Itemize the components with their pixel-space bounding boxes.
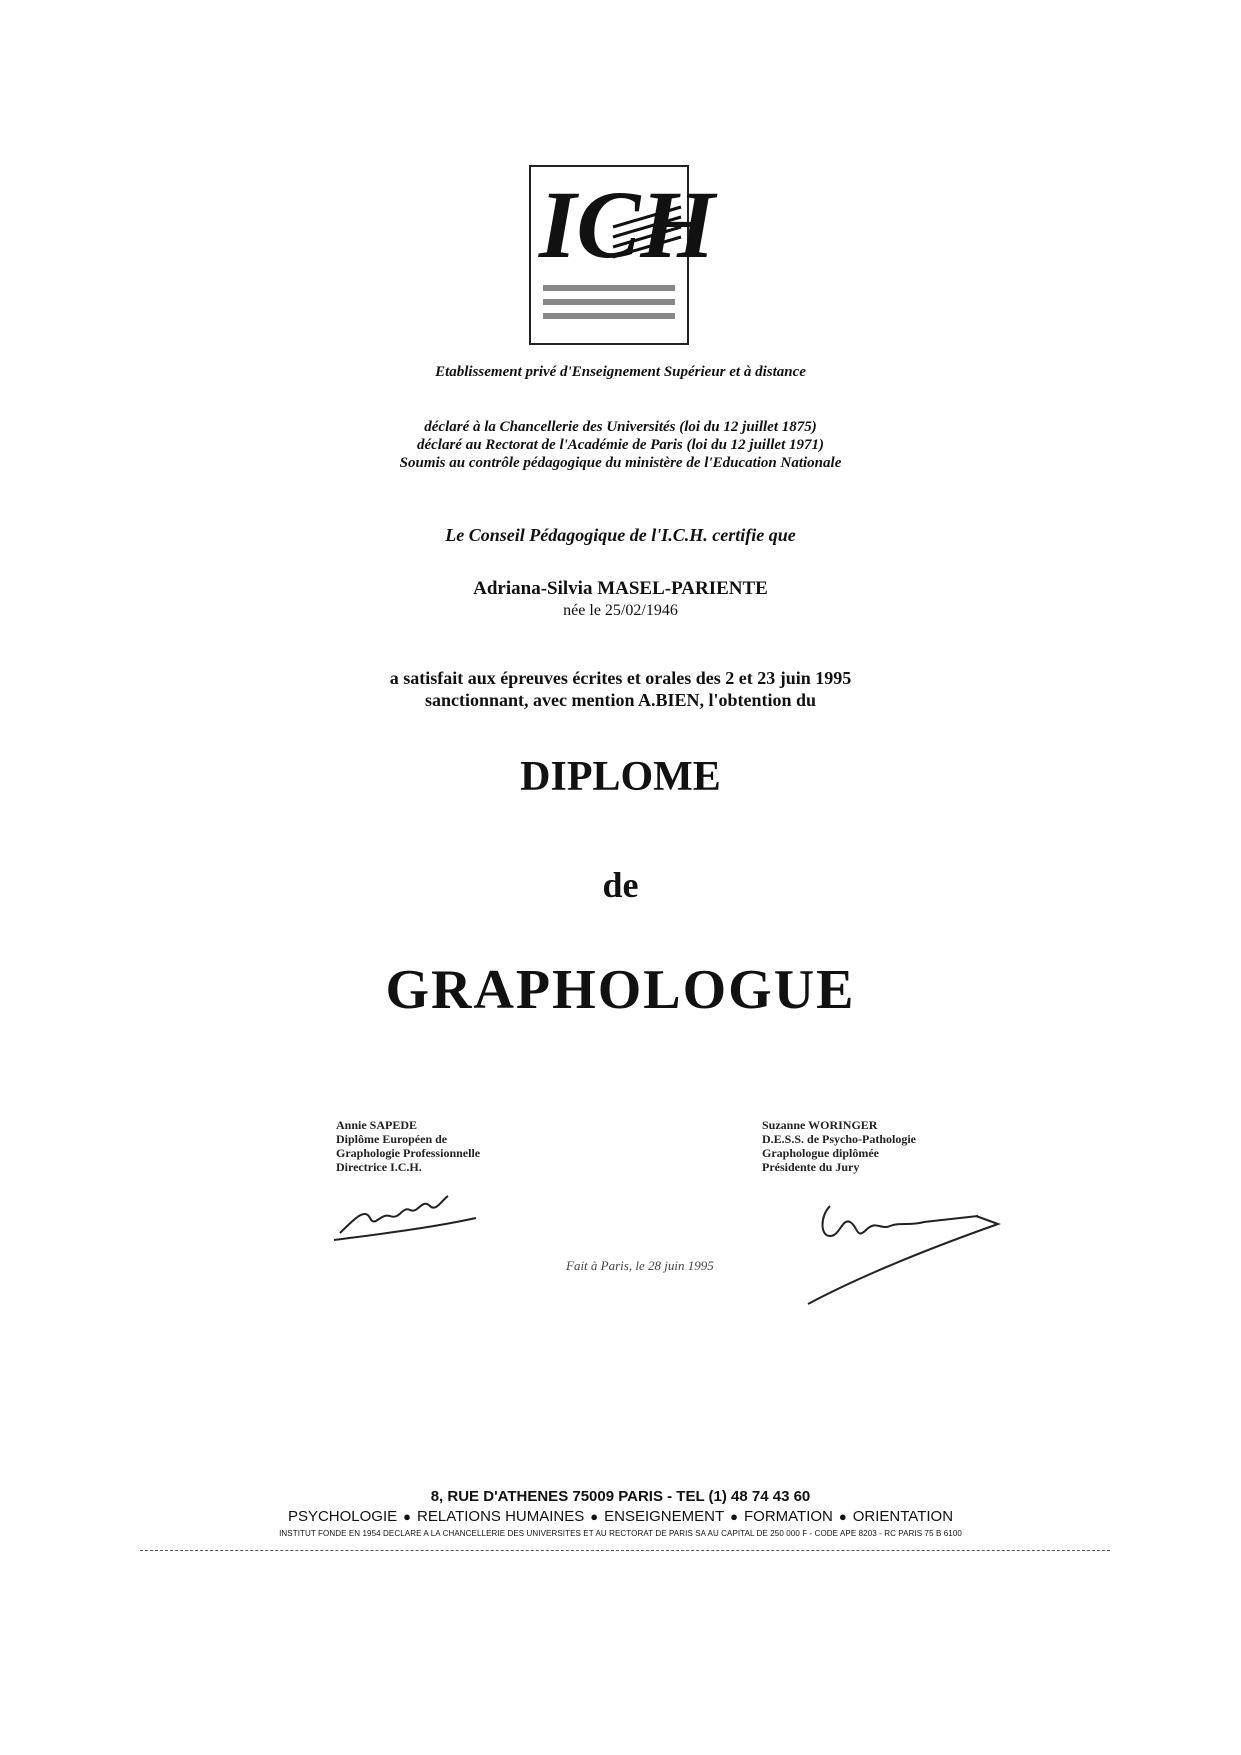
establishment-line: Etablissement privé d'Enseignement Supérieur et à distance xyxy=(435,364,806,380)
exam-statement-line: sanctionnant, avec mention A.BIEN, l'obtention du xyxy=(424,690,817,710)
signatory-line: Directrice I.C.H. xyxy=(336,1160,422,1174)
discipline: RELATIONS HUMAINES xyxy=(417,1508,585,1525)
left-handwritten-signature xyxy=(330,1188,480,1248)
declaration-line: déclaré à la Chancellerie des Universités (loi du 12 juillet 1875) xyxy=(424,419,817,435)
signatory-line: Suzanne WORINGER xyxy=(762,1118,878,1132)
signatory-line: Annie SAPEDE xyxy=(336,1118,418,1132)
signatory-line: Graphologie Professionnelle xyxy=(336,1146,481,1160)
signatory-line: D.E.S.S. de Psycho-Pathologie xyxy=(762,1132,917,1146)
declarations xyxy=(0,418,1241,472)
signatory-right xyxy=(762,1118,916,1174)
bullet-icon: ● xyxy=(730,1509,738,1524)
signatory-line: Diplôme Européen de xyxy=(336,1132,448,1146)
footer-address: 8, RUE D'ATHENES 75009 PARIS - TEL (1) 48 74 43 60 xyxy=(430,1488,811,1505)
diploma-title-line2: de xyxy=(602,865,639,905)
certification-statement: Le Conseil Pédagogique de l'I.C.H. certifie que xyxy=(445,525,796,545)
declaration-line: déclaré au Rectorat de l'Académie de Paris (loi du 12 juillet 1971) xyxy=(416,437,825,453)
logo-text: ICH xyxy=(539,171,716,278)
recipient-birthdate: née le 25/02/1946 xyxy=(563,602,678,619)
footer-divider xyxy=(140,1550,1110,1551)
exam-statement xyxy=(0,667,1241,711)
discipline: PSYCHOLOGIE xyxy=(287,1508,398,1525)
signatory-line: Graphologue diplômée xyxy=(762,1146,880,1160)
diploma-title-line1: DIPLOME xyxy=(520,754,721,800)
signatory-left xyxy=(336,1118,480,1174)
recipient-name: Adriana-Silvia MASEL-PARIENTE xyxy=(473,578,768,599)
ich-logo xyxy=(529,165,716,345)
signatory-line: Présidente du Jury xyxy=(762,1160,860,1174)
diploma-title-line3: GRAPHOLOGUE xyxy=(385,959,856,1021)
discipline: ORIENTATION xyxy=(852,1508,954,1525)
bullet-icon: ● xyxy=(403,1509,412,1524)
bullet-icon: ● xyxy=(590,1509,599,1524)
place-and-date: Fait à Paris, le 28 juin 1995 xyxy=(566,1258,714,1273)
discipline: FORMATION xyxy=(744,1508,833,1525)
footer-legal: INSTITUT FONDE EN 1954 DECLARE A LA CHANCELLERIE DES UNIVERSITES ET AU RECTORAT DE PARIS SA AU CAPITAL DE 250 000 F - CODE APE 8203 - RC PARIS 75 B 6100 xyxy=(279,1529,962,1538)
discipline: ENSEIGNEMENT xyxy=(604,1508,725,1525)
exam-statement-line: a satisfait aux épreuves écrites et orales des 2 et 23 juin 1995 xyxy=(389,668,852,688)
right-handwritten-signature xyxy=(800,1196,1010,1306)
footer-disciplines xyxy=(0,1508,1241,1525)
declaration-line: Soumis au contrôle pédagogique du ministère de l'Education Nationale xyxy=(399,455,842,471)
bullet-icon: ● xyxy=(838,1509,847,1524)
